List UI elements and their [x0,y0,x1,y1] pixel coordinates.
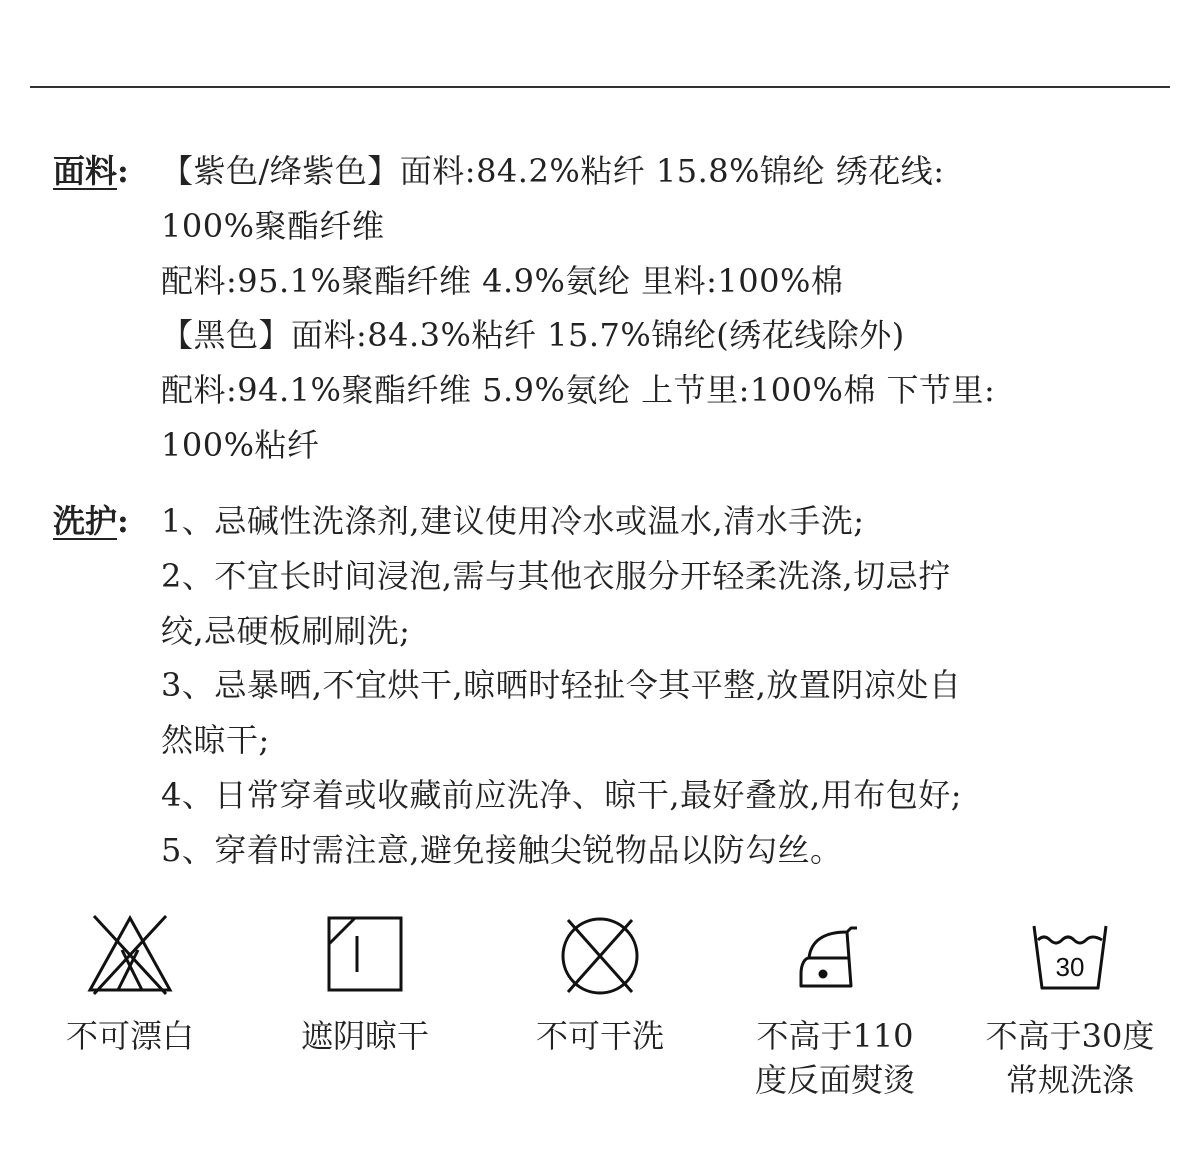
care-label-text: 洗护 [53,502,118,540]
care-symbol-dry-in-shade [255,910,475,1058]
care-line: 2、不宜长时间浸泡,需与其他衣服分开轻柔洗涤,切忌拧 [161,556,951,595]
fabric-line: 【黑色】面料:84.3%粘纤 15.7%锦纶(绣花线除外) [161,316,905,355]
care-caption: 遮阴晾干 [300,1017,429,1055]
fabric-line: 100%聚酯纤维 [161,206,385,245]
care-line: 然晾干; [161,721,270,760]
care-line: 1、忌碱性洗涤剂,建议使用冷水或温水,清水手洗; [161,502,865,540]
care-line: 5、穿着时需注意,避免接触尖锐物品以防勾丝。 [161,830,843,869]
fabric-line: 【紫色/绛紫色】面料:84.2%粘纤 15.8%锦纶 绣花线: [161,152,945,190]
care-caption: 不可干洗 [535,1017,664,1055]
no-dry-clean-icon [550,910,650,1000]
care-caption: 不高于30度 常规洗涤 [985,1017,1155,1099]
fabric-label [53,144,161,199]
care-symbol-wash-30 [960,910,1180,1102]
fabric-line: 配料:94.1%聚酯纤维 5.9%氨纶 上节里:100%棉 下节里: [161,371,996,410]
dry-flat-in-shade-icon [315,910,415,1000]
fabric-section [53,144,1153,473]
fabric-lines [161,144,1153,473]
no-bleach-icon [80,910,180,1000]
iron-low-temp-icon [785,910,885,1000]
care-symbol-iron [725,910,945,1102]
care-label-colon: : [117,502,129,540]
care-symbol-no-dry-clean [490,910,710,1058]
wash-temp-label: 30 [1055,952,1085,982]
care-symbols-row [0,910,1200,1110]
top-divider [30,86,1170,88]
care-line: 4、日常穿着或收藏前应洗净、晾干,最好叠放,用布包好; [161,775,962,814]
care-symbol-no-bleach [20,910,240,1058]
care-lines [161,494,1153,878]
fabric-line: 配料:95.1%聚酯纤维 4.9%氨纶 里料:100%棉 [161,261,844,300]
care-caption: 不高于110 度反面熨烫 [754,1017,915,1099]
care-label [53,494,161,549]
fabric-label-colon: : [117,152,129,190]
care-line: 绞,忌硬板刷刷洗; [161,611,411,650]
care-line: 3、忌暴晒,不宜烘干,晾晒时轻扯令其平整,放置阴凉处自 [161,666,962,705]
care-section [53,494,1153,878]
fabric-label-text: 面料 [53,152,118,190]
care-caption: 不可漂白 [65,1017,194,1055]
fabric-line: 100%粘纤 [161,425,320,464]
wash-30-icon [1020,910,1120,1000]
